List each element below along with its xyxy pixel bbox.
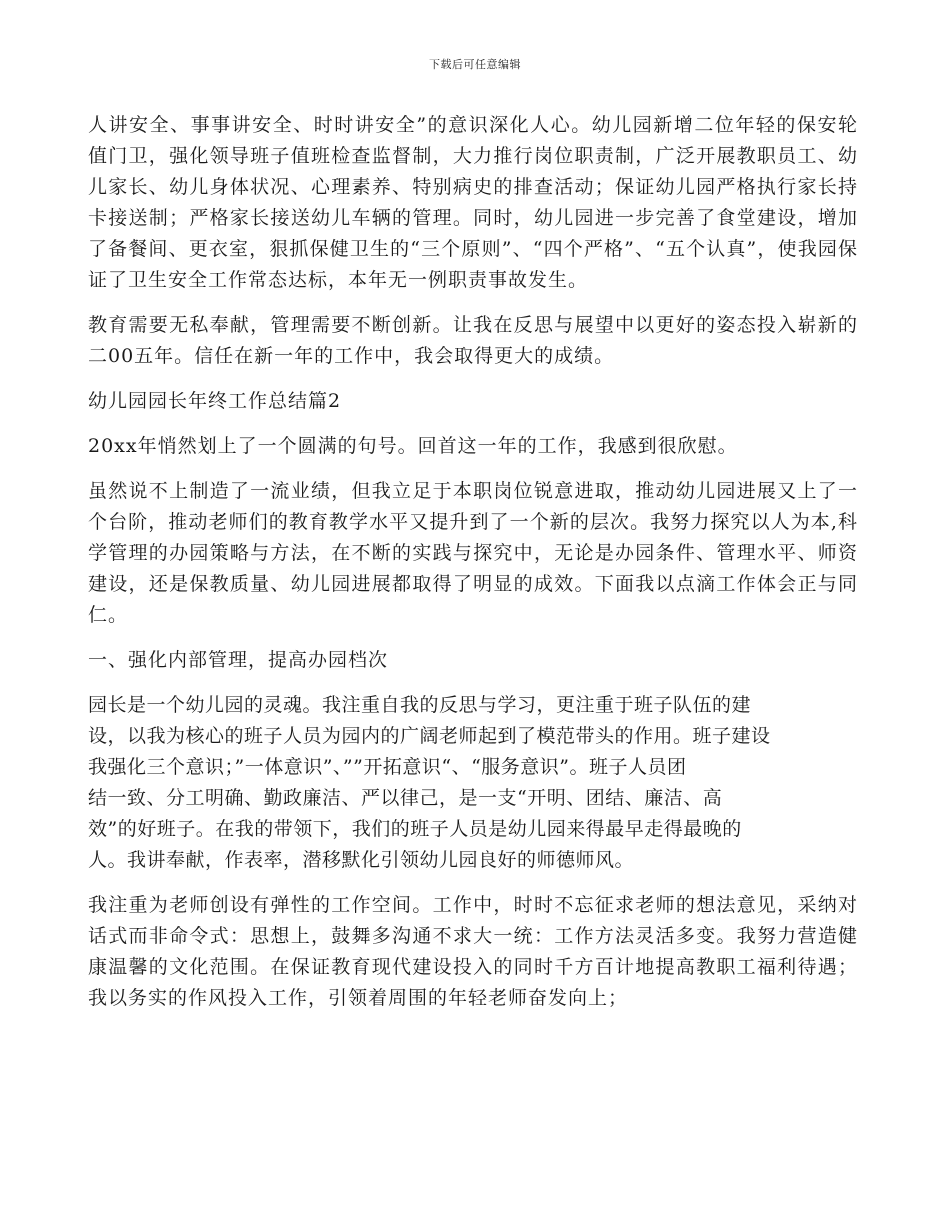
leadership-line: 我强化三个意识；”一体意识”、””开拓意识“、“服务意识”。班子人员团 [88, 756, 687, 778]
paragraph-safety: 人讲安全、事事讲安全、时时讲安全”的意识深化人心。幼儿园新增二位年轻的保安轮值门卫，强化领导班子值班检查监督制，大力推行岗位职责制，广泛开展教职员工、幼儿家长、幼儿身体状况、心理素养、特别病史的排查活动；保证幼儿园严格执行家长持卡接送制；严格家长接送幼儿车辆的管理。同时，幼儿园进一步完善了食堂建设，增加了备餐间、更衣室，狠抓保健卫生的“三个原则”、“四个严格”、“五个认真”，使我园保证了卫生安全工作常态达标，本年无一例职责事故发生。 [88, 114, 858, 291]
paragraph-work-space: 我注重为老师创设有弹性的工作空间。工作中，时时不忘征求老师的想法意见，采纳对话式而非命令式：思想上，鼓舞多沟通不求大一统：工作方法灵活多变。我努力营造健康温馨的文化范围。在保证教育现代建设投入的同时千方百计地提高教职工福利待遇；我以务实的作风投入工作，引领着周围的年轻老师奋发向上； [88, 894, 858, 1009]
document-body [88, 110, 858, 1028]
section-heading-management: 一、强化内部管理，提高办园档次 [88, 649, 389, 671]
leadership-line: 结一致、分工明确、勤政廉洁、严以律己，是一支“开明、团结、廉洁、高 [88, 787, 723, 809]
page-header: 下载后可任意编辑 [429, 58, 521, 71]
leadership-line: 人。我讲奉献，作表率，潜移默化引领幼儿园良好的师德师风。 [88, 849, 635, 871]
article-title: 幼儿园园长年终工作总结篇2 [88, 390, 342, 412]
leadership-line: 设，以我为核心的班子人员为园内的广阔老师起到了模范带头的作用。班子建设 [88, 725, 771, 747]
paragraph-year-review: 20xx年悄然划上了一个圆满的句号。回首这一年的工作，我感到很欣慰。 [88, 435, 738, 457]
leadership-line: 园长是一个幼儿园的灵魂。我注重自我的反思与学习，更注重于班子队伍的建 [88, 694, 752, 716]
paragraph-achievements: 虽然说不上制造了一流业绩，但我立足于本职岗位锐意进取，推动幼儿园进展又上了一个台阶，推动老师们的教育教学水平又提升到了一个新的层次。我努力探究以人为本,科学管理的办园策略与方法，在不断的实践与探究中，无论是办园条件、管理水平、师资建设，还是保教质量、幼儿园进展都取得了明显的成效。下面我以点滴工作体会正与同仁。 [88, 480, 858, 626]
leadership-line: 效”的好班子。在我的带领下，我们的班子人员是幼儿园来得最早走得最晚的 [88, 818, 742, 840]
paragraph-leadership [88, 690, 858, 876]
paragraph-dedication: 教育需要无私奉献，管理需要不断创新。让我在反思与展望中以更好的姿态投入崭新的二00五年。信任在新一年的工作中，我会取得更大的成绩。 [88, 314, 858, 367]
